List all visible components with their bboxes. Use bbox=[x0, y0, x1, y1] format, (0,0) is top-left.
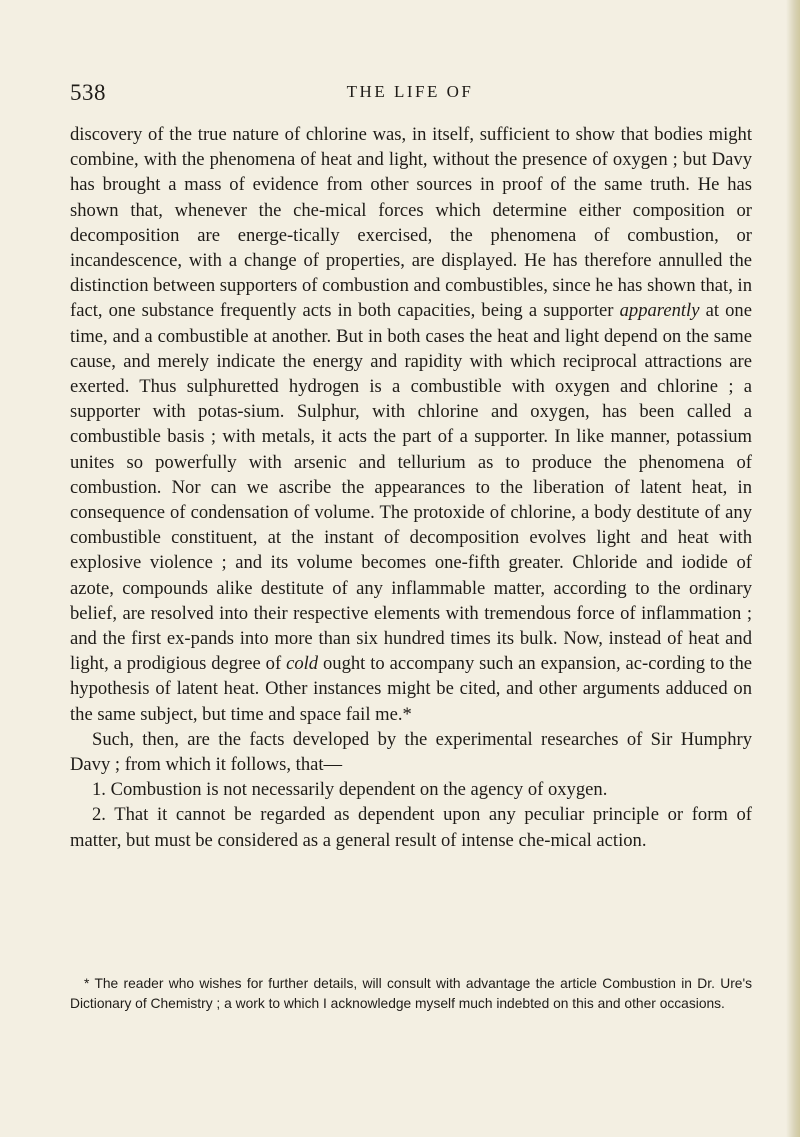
paragraph-2: Such, then, are the facts developed by the experimental researches of Sir Humphry Davy ; from which it follows, that— bbox=[70, 728, 752, 776]
paragraph-1 bbox=[70, 122, 752, 727]
numbered-point-2: 2. That it cannot be regarded as dependent upon any peculiar principle or form of matter, but must be considered as a general result of intense che-mical action. bbox=[70, 804, 752, 851]
emphasis-cold: cold bbox=[286, 653, 319, 675]
emphasis-apparently: apparently bbox=[619, 300, 700, 322]
paragraph-1-part-c: ought to accompany such an expansion, ac-cording to the hypothesis of latent heat. Other instances might be cited, and other arguments adduced on the same subject, but time and space fail me.* bbox=[70, 653, 752, 725]
footnote bbox=[70, 974, 752, 1014]
page-edge-shadow bbox=[786, 0, 800, 1137]
running-title: THE LIFE OF bbox=[346, 82, 474, 101]
paragraph-1-part-a: discovery of the true nature of chlorine was, in itself, sufficient to show that bodies might combine, with the phenomena of heat and light, without the presence of oxygen ; but Davy has brought a mass of evidence from other sources in proof of the same truth. He has shown that, whenever the che-mical forces which determine either composition or decomposition are energe-tically exercised, the phenomena of combustion, or incandescence, with a change of properties, are displayed. He has therefore annulled the distinction between supporters of combustion and combustibles, since he has shown that, in fact, one substance frequently acts in both capacities, being a supporter bbox=[70, 124, 752, 322]
numbered-point-1: 1. Combustion is not necessarily dependent on the agency of oxygen. bbox=[92, 779, 608, 801]
page-header bbox=[70, 80, 750, 110]
main-text bbox=[70, 122, 752, 853]
footnote-text: * The reader who wishes for further details, will consult with advantage the article Combustion in Dr. Ure's Dictionary of Chemistry ; a work to which I acknowledge myself much indebted on this and other occasions. bbox=[70, 976, 752, 1011]
paragraph-1-part-b: at one time, and a combustible at another. But in both cases the heat and light depend on the same cause, and merely indicate the energy and rapidity with which reciprocal attractions are exerted. Thus sulphuretted hydrogen is a combustible with oxygen and chlorine ; a supporter with potas-sium. Sulphur, with chlorine and oxygen, has been called a combustible basis ; with metals, it acts the part of a supporter. In like manner, potassium unites so powerfully with arsenic and tellurium as to produce the phenomena of combustion. Nor can we ascribe the appearances to the liberation of latent heat, in consequence of condensation of volume. The protoxide of chlorine, a body destitute of any combustible constituent, at the instant of decomposition evolves light and heat with explosive violence ; and its volume becomes one-fifth greater. Chloride and iodide of azote, compounds alike destitute of any inflammable matter, according to the ordinary belief, are resolved into their respective elements with tremendous force of inflammation ; and the first ex-pands into more than six hundred times its bulk. Now, instead of heat and light, a prodigious degree of bbox=[70, 300, 752, 675]
page-number: 538 bbox=[70, 80, 106, 105]
